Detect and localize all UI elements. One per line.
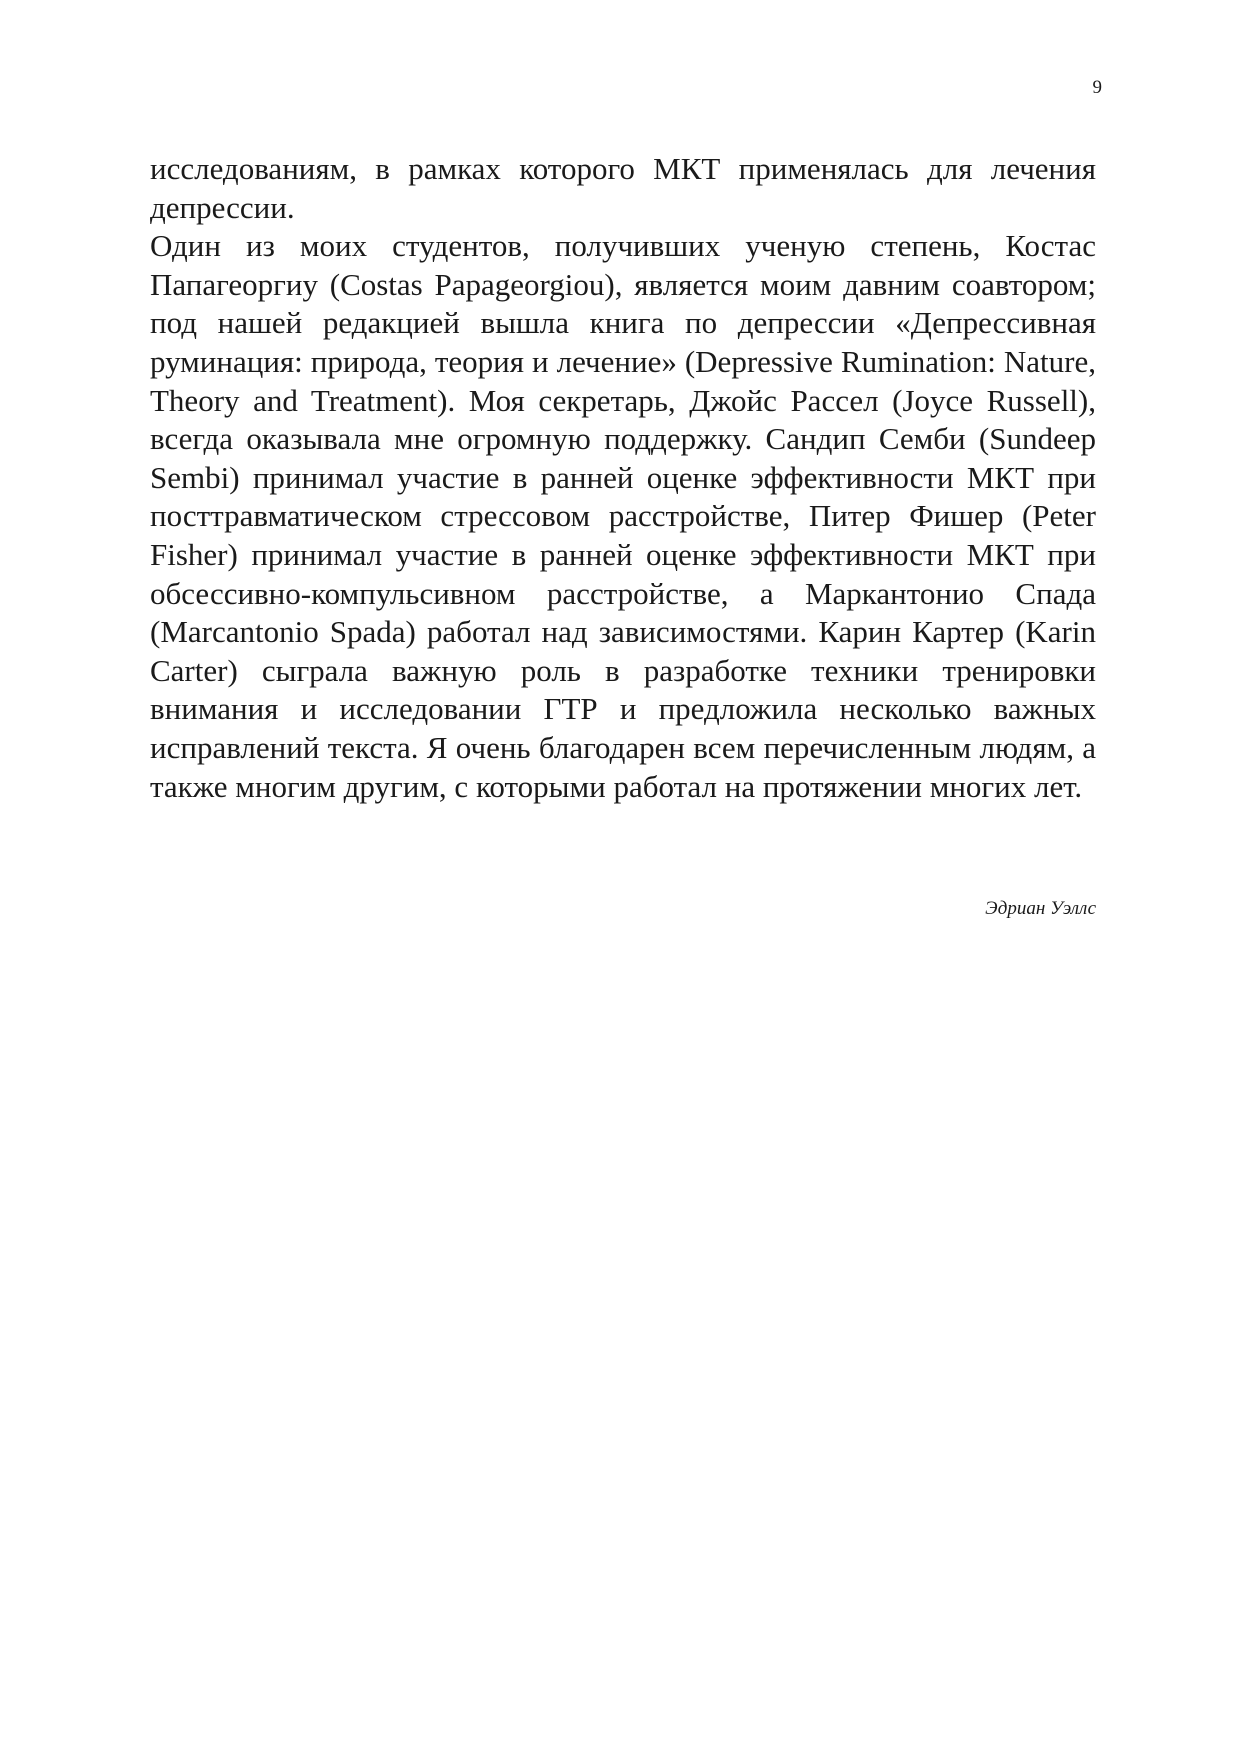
page-number: 9 [1092, 77, 1102, 98]
paragraph: исследованиям, в рамках которого МКТ применялась для лечения депрессии. [150, 151, 1096, 225]
body-text [150, 150, 1096, 806]
author-signature: Эдриан Уэллс [985, 898, 1096, 919]
paragraph: Один из моих студентов, получивших ученую степень, Костас Папагеоргиу (Costas Papageorgiou), является моим давним соавтором; под нашей редакцией вышла книга по депрессии «Депрессивная руминация: природа, теория и лечение» (Depressive Rumination: Nature, Theory and Treatment). Моя секретарь, Джойс Рассел (Joyce Russell), всегда оказывала мне огромную поддержку. Сандип Семби (Sundeep Sembi) принимал участие в ранней оценке эффективности МКТ при посттравматическом стрессовом расстройстве, Питер Фишер (Peter Fisher) принимал участие в ранней оценке эффективности МКТ при обсессивно-компульсивном расстройстве, а Маркантонио Спада (Marcantonio Spada) работал над зависимостями. Карин Картер (Karin Carter) сыграла важную роль в разработке техники тренировки внимания и исследовании ГТР и предложила несколько важных исправлений текста. Я очень благодарен всем перечисленным людям, а также многим другим, с которыми работал на протяжении многих лет. [150, 228, 1096, 804]
